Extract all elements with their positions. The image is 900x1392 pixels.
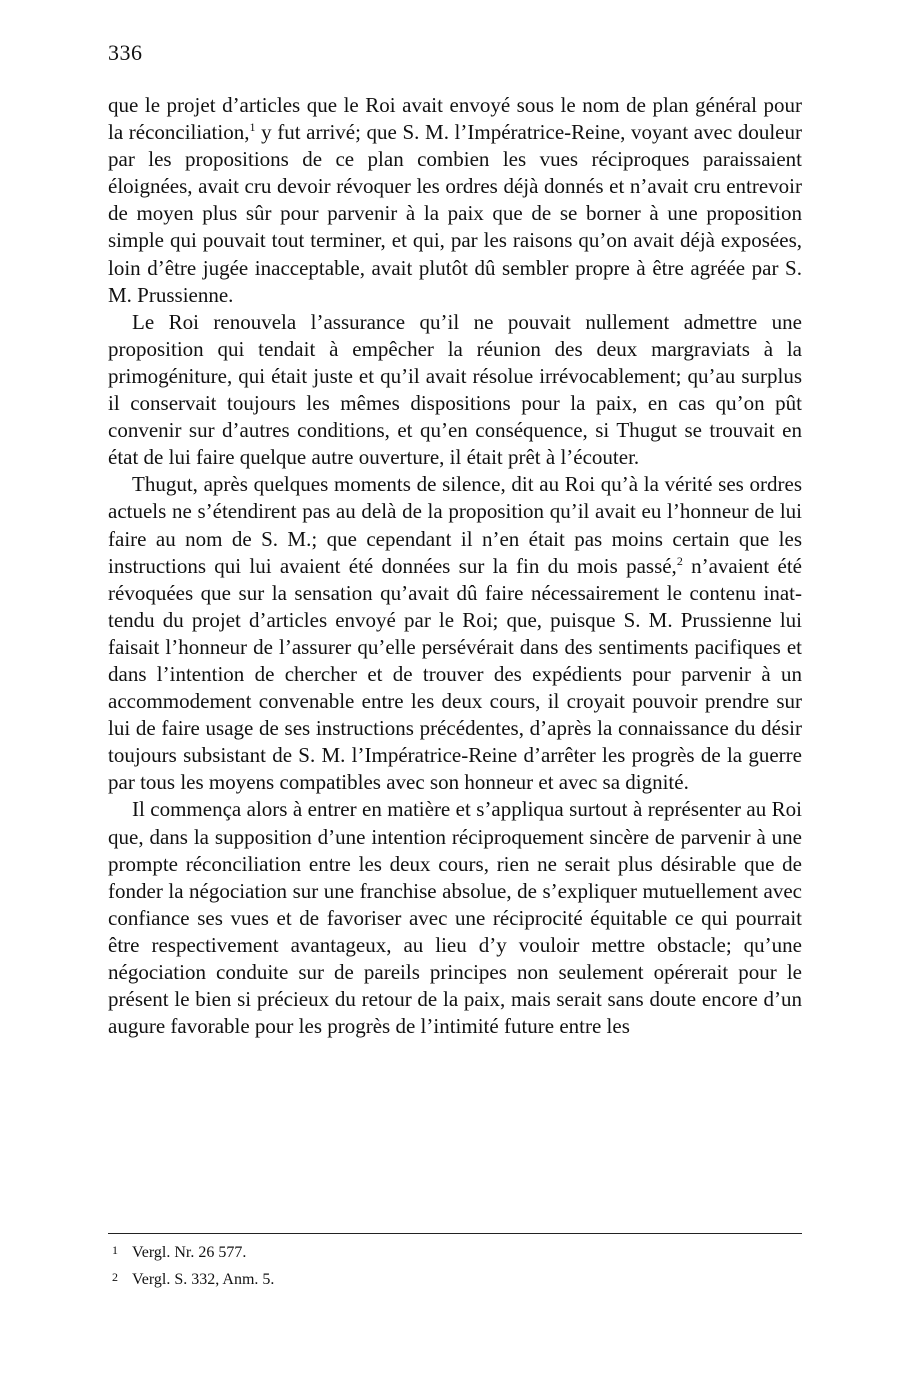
- paragraph-text: que le projet d’articles que le Roi avait envoyé sous le nom de plan général pour la réconciliation,: [108, 93, 802, 145]
- paragraph-text: Thugut, après quelques moments de silence, dit au Roi qu’à la vérité ses ordres actuels ne s’étendirent pas au delà de la proposition qu’il avait eu l’honneur de lui faire au nom de S. M.; que cependant il n’en était pas moins certain que les instructions qui lui avaient été données sur la fin du mois passé,: [108, 472, 802, 578]
- footnote-reference: 1: [249, 120, 256, 135]
- footnote: [112, 1238, 274, 1265]
- footnote-text: Vergl. S. 332, Anm. 5.: [132, 1271, 275, 1288]
- footnote: [112, 1265, 274, 1292]
- paragraph: [108, 309, 802, 472]
- paragraph-text: y fut arrivé; que S. M. l’Impératrice-Reine, voyant avec douleur par les propositions de ce plan combien les vues réciproques paraissaient éloignées, avait cru devoir révoquer les ordres déjà donnés et n’avait cru entrevoir de moyen plus sûr pour parvenir à la paix que de se borner à une proposition simple qui pouvait tout terminer, et qui, par les raisons qu’on avait déjà exposées, loin d’être jugée inacceptable, avait plutôt dû sembler propre à être agréée par S. M. Prussienne.: [108, 120, 802, 307]
- body-text: [108, 92, 802, 1040]
- footnote-mark: 2: [112, 1270, 118, 1284]
- paragraph: [108, 471, 802, 796]
- paragraph-text: Le Roi renouvela l’assurance qu’il ne pouvait nullement admettre une proposition qui tendait à empêcher la réunion des deux margraviats à la primogéniture, qui était juste et qu’il avait résolue irrévocablement; qu’au surplus il conservait toujours les mêmes dispositions pour la paix, en cas qu’on pût convenir sur d’autres conditions, et qu’en conséquence, si Thugut se trouvait en état de lui faire quelque autre ouverture, il était prêt à l’écouter.: [108, 309, 802, 470]
- paragraph: [108, 796, 802, 1040]
- footnote-text: Vergl. Nr. 26 577.: [132, 1244, 247, 1261]
- paragraph-text: n’avaient été révoquées que sur la sensation qu’avait dû faire nécessairement le contenu inattendu du projet d’articles envoyé par le Roi; que, puisque S. M. Prussienne lui faisait l’honneur de l’assurer qu’elle persévérait dans des sentiments pacifiques et dans l’intention de chercher et de trouver des expédients pour parvenir à un accommodement convenable entre les deux cours, il croyait pouvoir prendre sur lui de faire usage de ses instructions précédentes, d’après la connaissance du désir toujours subsistant de S. M. l’Impératrice-Reine d’arrêter les progrès de la guerre par tous les moyens compatibles avec son honneur et avec sa dignité.: [108, 553, 802, 795]
- footnote-rule: [108, 1233, 802, 1234]
- paragraph: [108, 92, 802, 309]
- paragraph-text: Il commença alors à entrer en matière et s’appliqua surtout à représenter au Roi que, dans la supposition d’une intention réciproquement sincère de parvenir à une prompte réconciliation entre les deux cours, rien ne serait plus désirable que de fonder la négociation sur une franchise absolue, de s’expliquer mutuellement avec confiance ses vues et de favoriser avec une réciprocité équitable ce qui pourrait être respectivement avantageux, au lieu d’y vouloir mettre obstacle; qu’une négociation conduite sur de pareils principes non seulement opérerait pour le présent le bien si précieux du retour de la paix, mais serait sans doute encore d’un augure favorable pour les progrès de l’intimité future entre les: [108, 797, 802, 1039]
- page-number: 336: [108, 40, 143, 65]
- footnote-mark: 1: [112, 1243, 118, 1257]
- footnote-reference: 2: [676, 553, 683, 568]
- footnotes: [112, 1238, 274, 1292]
